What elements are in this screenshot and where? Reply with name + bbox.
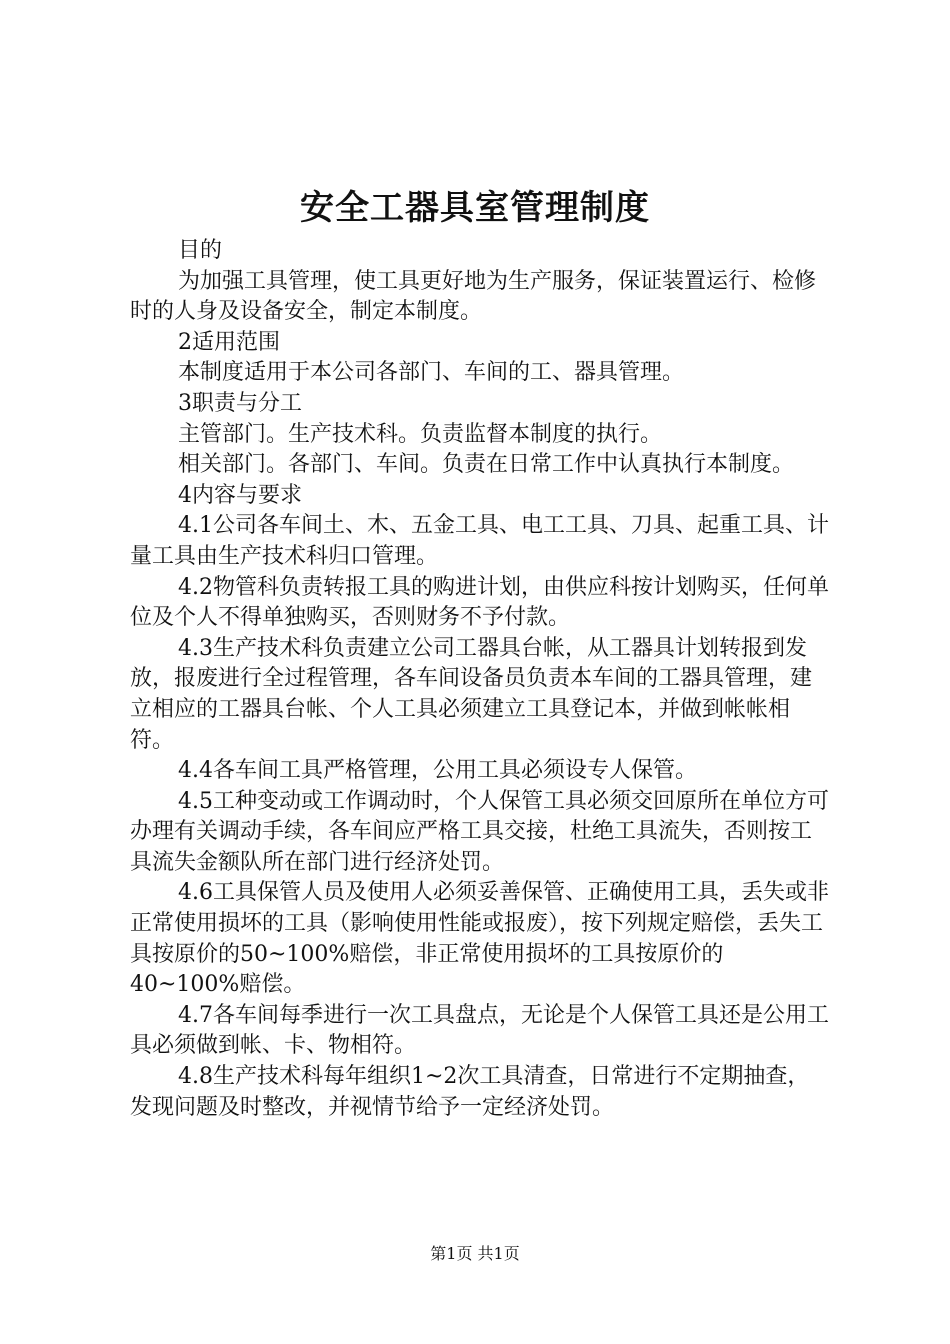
page-footer: 第1页 共1页 xyxy=(430,1244,520,1263)
clause-4-4: 4.4各车间工具严格管理，公用工具必须设专人保管。 xyxy=(178,758,697,784)
clause-4-8: 4.8生产技术科每年组织1~2次工具清查，日常进行不定期抽查，发现问题及时整改，并视情节给予一定经济处罚。 xyxy=(130,1064,810,1120)
paragraph-related-departments: 相关部门。各部门、车间。负责在日常工作中认真执行本制度。 xyxy=(178,452,795,478)
document-body xyxy=(130,236,830,1123)
clause-4-5: 4.5工种变动或工作调动时，个人保管工具必须交回原所在单位方可办理有关调动手续，各车间应严格工具交接，杜绝工具流失，否则按工具流失金额队所在部门进行经济处罚。 xyxy=(130,788,829,875)
paragraph-purpose: 为加强工具管理，使工具更好地为生产服务，保证装置运行、检修时的人身及设备安全，制定本制度。 xyxy=(130,268,817,325)
document-title: 安全工器具室管理制度 xyxy=(300,188,650,228)
paragraph-main-department: 主管部门。生产技术科。负责监督本制度的执行。 xyxy=(178,421,663,447)
paragraph-scope: 本制度适用于本公司各部门、车间的工、器具管理。 xyxy=(178,360,685,386)
clause-4-7: 4.7各车间每季进行一次工具盘点，无论是个人保管工具还是公用工具必须做到帐、卡、物相符。 xyxy=(130,1002,829,1059)
clause-4-1: 4.1公司各车间土、木、五金工具、电工工具、刀具、起重工具、计量工具由生产技术科归口管理。 xyxy=(130,513,829,569)
clause-4-3: 4.3生产技术科负责建立公司工器具台帐，从工器具计划转报到发放，报废进行全过程管理，各车间设备员负责本车间的工器具管理，建立相应的工器具台帐、个人工具必须建立工具登记本，并做到帐帐相符。 xyxy=(130,635,813,753)
section-heading-content: 4内容与要求 xyxy=(178,482,302,508)
section-heading-responsibilities: 3职责与分工 xyxy=(178,390,302,416)
clause-4-6: 4.6工具保管人员及使用人必须妥善保管、正确使用工具，丢失或非正常使用损坏的工具（影响使用性能或报废），按下列规定赔偿，丢失工具按原价的50~100%赔偿，非正常使用损坏的工具按原价的40~100%赔偿。 xyxy=(130,880,829,998)
clause-4-2: 4.2物管科负责转报工具的购进计划，由供应科按计划购买，任何单位及个人不得单独购买，否则财务不予付款。 xyxy=(130,574,829,631)
section-heading-purpose: 目的 xyxy=(178,238,223,263)
section-heading-scope: 2适用范围 xyxy=(178,329,280,355)
